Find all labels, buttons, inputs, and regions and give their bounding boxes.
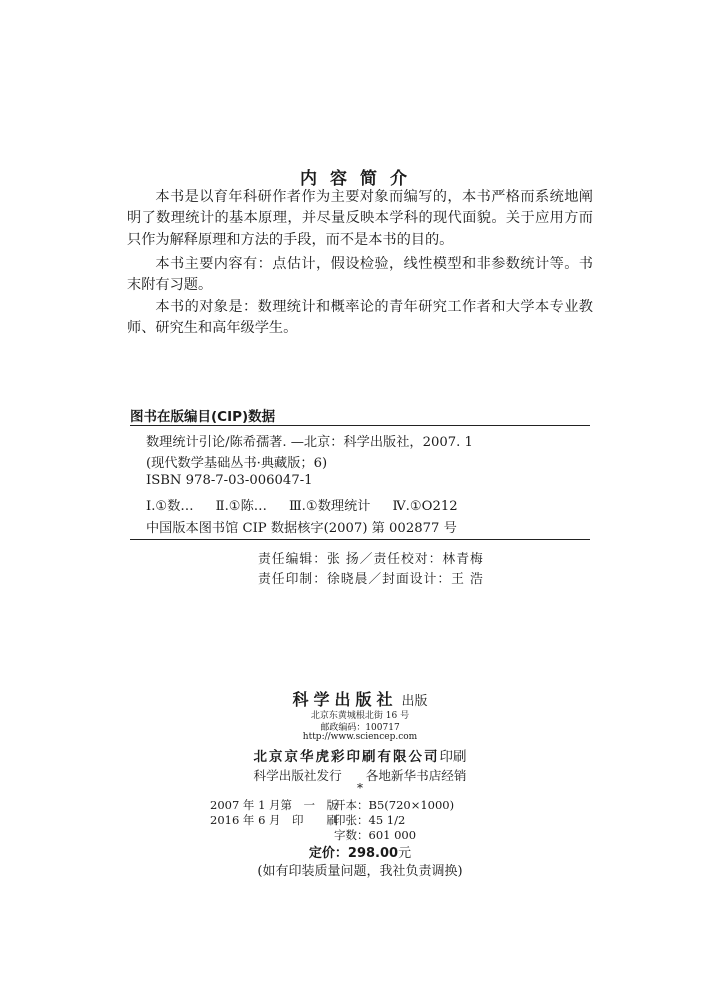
staff-line-2: 责任印制：徐晓晨／封面设计：王 浩: [258, 572, 484, 587]
printer-line: [0, 745, 720, 765]
printer-suffix: 印刷: [439, 749, 467, 765]
summary-paragraph-2: 本书主要内容有：点估计，假设检验，线性模型和非参数统计等。书末附有习题。: [127, 256, 593, 294]
price-line: [0, 842, 720, 861]
cip-top-rule: [130, 425, 590, 426]
cip-title-line: 数理统计引论/陈希孺著. —北京：科学出版社，2007. 1: [146, 435, 473, 450]
publisher-address: 北京东黄城根北街 16 号: [310, 711, 410, 721]
cip-heading: 图书在版编目(CIP)数据: [130, 409, 276, 425]
publisher-line: [0, 687, 720, 710]
summary-title: 内容简介: [300, 169, 420, 189]
cip-class-4: Ⅳ.①O212: [392, 499, 458, 514]
cip-bottom-rule: [130, 539, 590, 540]
edition-first: 2007 年 1 月第 一 版: [210, 798, 339, 812]
quality-note: (如有印装质量问题，我社负责调换): [257, 864, 463, 879]
publisher-postcode: 邮政编码：100717: [320, 723, 400, 733]
price-unit: 元: [398, 846, 412, 861]
price-label: 定价：: [308, 846, 348, 861]
summary-paragraph-1: 本书是以育年科研作者作为主要对象而编写的，本书严格而系统地阐明了数理统计的基本原理，并尽量反映本学科的现代面貌。关于应用方而只作为解释原理和方法的手段，而不是本书的目的。: [127, 189, 593, 248]
cip-record: 中国版本图书馆 CIP 数据核字(2007) 第 002877 号: [146, 521, 457, 536]
cip-class-3: Ⅲ.①数理统计: [288, 499, 371, 514]
cip-classification: [146, 495, 480, 514]
summary-paragraph-3: 本书的对象是：数理统计和概率论的青年研究工作者和大学本专业教师、研究生和高年级学生。: [127, 299, 593, 337]
cip-class-2: Ⅱ.①陈…: [215, 499, 267, 514]
cip-isbn: ISBN 978-7-03-006047-1: [146, 473, 313, 488]
distribution-publisher: 科学出版社发行: [253, 768, 342, 783]
print-sheets: 印张：45 1/2: [334, 813, 406, 827]
staff-line-1: 责任编辑：张 扬／责任校对：林青梅: [258, 552, 484, 567]
price-value: 298.00: [347, 846, 399, 861]
word-count: 字数：601 000: [334, 828, 417, 842]
cip-class-1: Ⅰ.①数…: [146, 499, 194, 514]
cip-series-line: (现代数学基础丛书·典藏版；6): [146, 456, 328, 471]
publisher-name: 科学出版社: [292, 690, 398, 709]
format-size: 开本：B5(720×1000): [334, 798, 455, 812]
publisher-suffix: 出版: [401, 694, 428, 709]
publisher-url: http://www.sciencep.com: [302, 732, 418, 742]
separator-star: *: [357, 781, 363, 795]
distribution-stores: 各地新华书店经销: [365, 768, 467, 783]
printer-name: 北京京华虎彩印刷有限公司: [253, 749, 440, 765]
print-date: 2016 年 6 月 印 刷: [210, 813, 339, 827]
